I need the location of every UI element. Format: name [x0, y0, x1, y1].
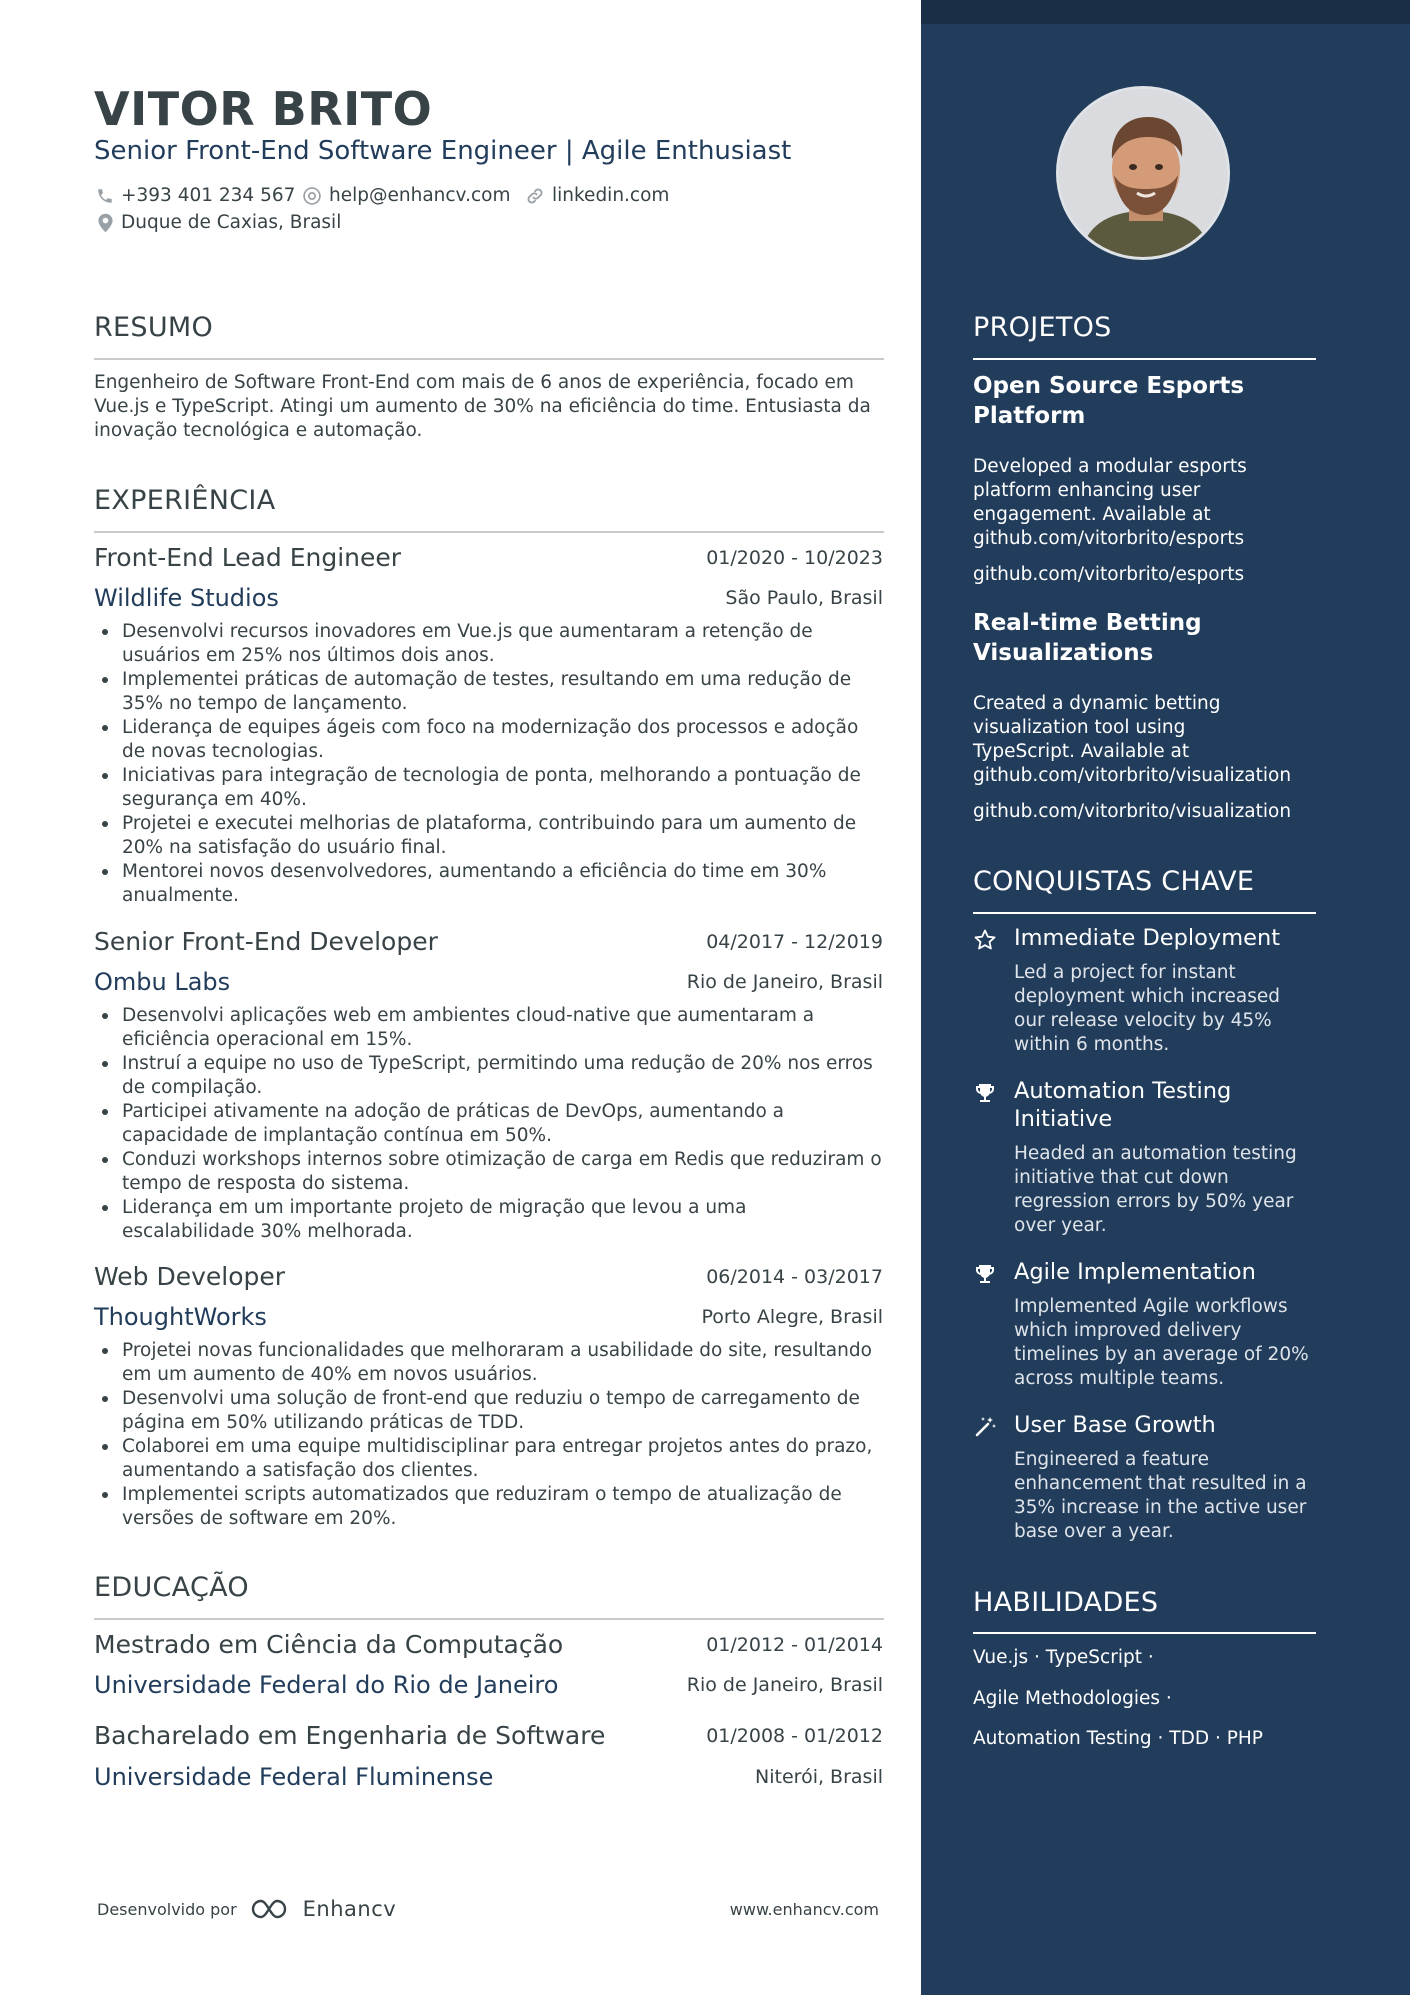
job-bullet: Colaborei em uma equipe multidisciplinar para entregar projetos antes do prazo, aumentando a satisfação dos clientes.: [94, 1435, 884, 1483]
job-bullet: Implementei scripts automatizados que reduziram o tempo de atualização de versões de software em 20%.: [94, 1483, 884, 1531]
contact-link[interactable]: [525, 185, 669, 206]
job-company: Ombu Labs: [94, 968, 231, 996]
job-bullet: Conduzi workshops internos sobre otimização de carga em Redis que reduziram o tempo de resposta do sistema.: [94, 1148, 884, 1196]
achievement-description: Led a project for instant deployment which increased our release velocity by 45% within 6 months.: [1014, 962, 1281, 1055]
education-degree: Bacharelado em Engenharia de Software: [94, 1721, 606, 1750]
project-title: Open Source Esports Platform: [973, 373, 1245, 429]
at-icon: [302, 186, 322, 206]
skills-line: Agile Methodologies ·: [973, 1688, 1172, 1709]
achievement-description: Engineered a feature enhancement that resulted in a 35% increase in the active user base over a year.: [1014, 1449, 1307, 1542]
job-bullet: Desenvolvi aplicações web em ambientes cloud-native que aumentaram a eficiência operacional em 15%.: [94, 1004, 884, 1052]
job-bullet: Instruí a equipe no uso de TypeScript, permitindo uma redução de 20% nos erros de compilação.: [94, 1052, 884, 1100]
location-text: Duque de Caxias, Brasil: [121, 212, 342, 233]
job-bullets: [94, 1339, 884, 1531]
achievement-title: Agile Implementation: [1014, 1259, 1256, 1285]
job-bullet: Projetei e executei melhorias de plataforma, contribuindo para um aumento de 20% na satisfação do usuário final.: [94, 812, 884, 860]
email-text: help@enhancv.com: [329, 185, 511, 206]
skills-line: Automation Testing · TDD · PHP: [973, 1728, 1263, 1749]
job-title: Web Developer: [94, 1262, 286, 1291]
magic-wand-icon: [973, 1415, 997, 1439]
sidebar-top-band: [921, 0, 1410, 24]
education-school: Universidade Federal do Rio de Janeiro: [94, 1671, 559, 1699]
location-pin-icon: [97, 213, 114, 233]
job-dates: 04/2017 - 12/2019: [706, 931, 883, 953]
summary-text: Engenheiro de Software Front-End com mais de 6 anos de experiência, focado em Vue.js e TypeScript. Atingi um aumento de 30% na eficiência do time. Entusiasta da inovação tecnológica e automação.: [94, 372, 871, 441]
summary-heading: RESUMO: [94, 312, 214, 343]
job-title: Senior Front-End Developer: [94, 927, 438, 956]
job-bullet: Implementei práticas de automação de testes, resultando em uma redução de 35% no tempo de lançamento.: [94, 668, 884, 716]
skills-divider: [973, 1632, 1316, 1634]
job-bullet: Participei ativamente na adoção de práticas de DevOps, aumentando a capacidade de implantação contínua em 50%.: [94, 1100, 884, 1148]
education-school: Universidade Federal Fluminense: [94, 1763, 494, 1791]
candidate-name: VITOR BRITO: [94, 82, 433, 136]
job-bullet: Desenvolvi recursos inovadores em Vue.js que aumentaram a retenção de usuários em 25% nos últimos dois anos.: [94, 620, 884, 668]
brand-name: Enhancv: [302, 1897, 397, 1921]
achievement-description: Headed an automation testing initiative that cut down regression errors by 50% year over year.: [1014, 1143, 1297, 1236]
phone-icon: [96, 187, 114, 205]
candidate-role: Senior Front-End Software Engineer | Agile Enthusiast: [94, 136, 792, 166]
summary-divider: [94, 358, 884, 360]
job-bullet: Iniciativas para integração de tecnologia de ponta, melhorando a pontuação de segurança em 40%.: [94, 764, 884, 812]
job-title: Front-End Lead Engineer: [94, 543, 402, 572]
projects-divider: [973, 358, 1316, 360]
project-link[interactable]: github.com/vitorbrito/esports: [973, 564, 1245, 585]
achievement-title: Automation Testing Initiative: [1014, 1078, 1232, 1132]
contact-phone[interactable]: [96, 185, 295, 206]
contact-email[interactable]: [302, 185, 510, 206]
powered-by-text: Desenvolvido por: [97, 1899, 237, 1919]
project-description: Developed a modular esports platform enhancing user engagement. Available at github.com/vitorbrito/esports: [973, 456, 1247, 549]
profile-photo: [1056, 86, 1230, 260]
achievements-heading: CONQUISTAS CHAVE: [973, 866, 1255, 897]
job-bullet: Projetei novas funcionalidades que melhoraram a usabilidade do site, resultando em um aumento de 40% em novos usuários.: [94, 1339, 884, 1387]
education-dates: 01/2012 - 01/2014: [706, 1634, 883, 1656]
link-icon: [525, 186, 545, 206]
trophy-icon: [973, 1081, 997, 1105]
education-location: Rio de Janeiro, Brasil: [686, 1674, 883, 1696]
job-bullet: Desenvolvi uma solução de front-end que reduziu o tempo de carregamento de página em 50% utilizando práticas de TDD.: [94, 1387, 884, 1435]
phone-text: +393 401 234 567: [121, 185, 296, 206]
footer-website[interactable]: www.enhancv.com: [729, 1900, 879, 1919]
job-bullet: Liderança de equipes ágeis com foco na modernização dos processos e adoção de novas tecnologias.: [94, 716, 884, 764]
job-company: Wildlife Studios: [94, 584, 279, 612]
experience-divider: [94, 531, 884, 533]
education-divider: [94, 1618, 884, 1620]
education-heading: EDUCAÇÃO: [94, 1572, 249, 1603]
experience-heading: EXPERIÊNCIA: [94, 485, 276, 516]
projects-heading: PROJETOS: [973, 312, 1112, 343]
enhancv-logo-icon: [249, 1897, 297, 1921]
project-link[interactable]: github.com/vitorbrito/visualization: [973, 801, 1292, 822]
skills-line: Vue.js · TypeScript ·: [973, 1647, 1154, 1668]
skills-heading: HABILIDADES: [973, 1587, 1159, 1618]
project-title: Real-time Betting Visualizations: [973, 610, 1202, 666]
job-location: Rio de Janeiro, Brasil: [686, 971, 883, 993]
footer-branding[interactable]: [97, 1897, 396, 1921]
achievement-description: Implemented Agile workflows which improved delivery timelines by an average of 20% across multiple teams.: [1014, 1296, 1309, 1389]
education-location: Niterói, Brasil: [755, 1766, 883, 1788]
job-bullet: Liderança em um importante projeto de migração que levou a uma escalabilidade 30% melhorada.: [94, 1196, 884, 1244]
trophy-icon: [973, 1262, 997, 1286]
achievement-title: Immediate Deployment: [1014, 925, 1281, 951]
achievements-divider: [973, 912, 1316, 914]
job-bullets: [94, 620, 884, 908]
star-icon: [973, 928, 997, 952]
link-text: linkedin.com: [552, 185, 670, 206]
project-description: Created a dynamic betting visualization tool using TypeScript. Available at github.com/vitorbrito/visualization: [973, 693, 1292, 786]
achievement-title: User Base Growth: [1014, 1412, 1216, 1438]
job-location: São Paulo, Brasil: [725, 587, 883, 609]
job-bullets: [94, 1004, 884, 1244]
contact-location: [97, 212, 341, 233]
job-company: ThoughtWorks: [94, 1303, 267, 1331]
education-dates: 01/2008 - 01/2012: [706, 1725, 883, 1747]
job-dates: 01/2020 - 10/2023: [706, 547, 883, 569]
avatar-illustration: [1059, 89, 1230, 260]
job-location: Porto Alegre, Brasil: [701, 1306, 883, 1328]
job-bullet: Mentorei novos desenvolvedores, aumentando a eficiência do time em 30% anualmente.: [94, 860, 884, 908]
job-dates: 06/2014 - 03/2017: [706, 1266, 883, 1288]
education-degree: Mestrado em Ciência da Computação: [94, 1630, 564, 1659]
